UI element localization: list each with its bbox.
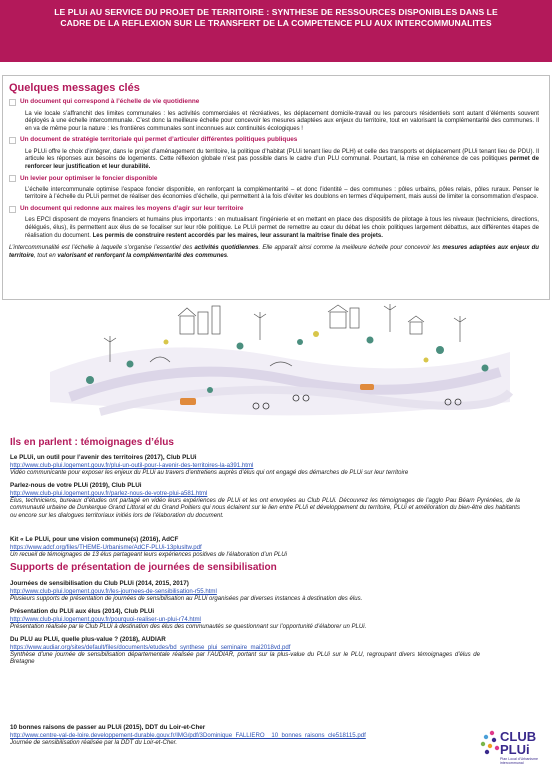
key-messages-title: Quelques messages clés	[9, 82, 140, 94]
reference-description: Synthèse d’une journée de sensibilisation départementale réalisée par l’AUDIAR, portant sur la plus-value du PLUi sur le PLU, regroupant divers témoignages d’élus de Bretagne	[10, 651, 480, 666]
reference-item	[10, 482, 520, 520]
message-text: La vie locale s’affranchit des limites communales : les activités commerciales et récréatives, les déplacement domicile-travail ou les parcours résidentiels sont autant d’éléments souvent déployés à une échelle intercommunale. C’est donc la meilleure échelle pour concevoir les mesures adaptées aux enjeux du territoire, tout en valorisant la complémentarité des communes. Il en va de même pour la nature : les frontières communales sont inconnues aux continuités écologiques !	[25, 110, 539, 132]
message-heading: Un document qui redonne aux maires les moyens d’agir sur leur territoire	[20, 205, 244, 213]
banner-title-line-2: CADRE DE LA REFLEXION SUR LE TRANSFERT DE LA COMPETENCE PLU AUX INTERCOMMUNALITES	[60, 18, 492, 28]
reference-item	[10, 636, 520, 667]
reference-link[interactable]: http://www.club-plui.logement.gouv.fr/pourquoi-realiser-un-plui-r74.html	[10, 616, 201, 623]
reference-description: Plusieurs supports de présentation de journées de sensibilisation au PLUi organisées par diverses instances à destination des élus.	[10, 595, 363, 602]
reference-title: Présentation du PLUi aux élus (2014), Club PLUi	[10, 608, 155, 615]
territory-illustration	[30, 302, 520, 424]
banner-title-line-1: LE PLUi AU SERVICE DU PROJET DE TERRITOIRE : SYNTHESE DE RESSOURCES DISPONIBLES DANS LE	[54, 7, 498, 17]
reference-description: Journée de sensibilisation réalisée par la DDT du Loir-et-Cher.	[10, 739, 178, 746]
reference-link[interactable]: https://www.adcf.org/files/THEME-Urbanisme/AdCF-PLUi-13plusltw.pdf	[10, 544, 202, 551]
message-item	[9, 136, 539, 171]
sessions-title: Supports de présentation de journées de sensibilisation	[10, 562, 277, 573]
reference-title: 10 bonnes raisons de passer au PLUi (2015), DDT du Loir-et-Cher	[10, 724, 206, 731]
reference-description: Présentation réalisée par le Club PLUi à destination des élus des communautés se questionnant sur l’opportunité d’élaborer un PLUi.	[10, 623, 367, 630]
reference-title: Kit « Le PLUi, pour une vision commune(s) (2016), AdCF	[10, 536, 179, 543]
reference-description: Vidéo communicante pour exposer les enjeux du PLUi au travers d’entretiens auprès d’élus qui ont engagé des démarches de PLUi sur leur territoire	[10, 469, 409, 476]
reference-title: Journées de sensibilisation du Club PLUi (2014, 2015, 2017)	[10, 580, 189, 587]
message-item	[9, 98, 539, 133]
reference-item	[10, 580, 520, 603]
logo-dots-icon	[478, 730, 500, 756]
checkbox-bullet-icon	[9, 206, 16, 213]
message-text: Les EPCI disposent de moyens financiers et humains plus importants : en mutualisant l’ingénierie et en mettant en place des dispositifs de pilotage à tous les niveaux (techniciens, directions, délégués, élus), ils permettent aux élus de se focaliser sur leur rôle politique. Le PLUi permet de remettre au cœur du débat les choix politiques largement débattus, aux différentes étapes de réalisation du document. Les permis de construire restent accordés par les maires, leur assurant la maîtrise finale des projets.	[25, 217, 539, 239]
reference-title: Du PLU au PLUi, quelle plus-value ? (2018), AUDIAR	[10, 636, 166, 643]
messages-conclusion: L’intercommunalité est l’échelle à laquelle s’organise l’essentiel des activités quotidiennes. Elle apparaît ainsi comme la meilleure échelle pour concevoir les mesures adaptées aux enjeux du territoire, tout en valorisant et renforçant la complémentarité des communes.	[9, 245, 539, 259]
logo-line-1: CLUB	[500, 729, 537, 744]
reference-item	[10, 536, 520, 559]
reference-description: Élus, techniciens, bureaux d’études ont partagé en vidéo leurs expériences de PLUi et les ont envoyées au Club PLUi. Découvrez les témoignages de l’agglo Pau Béarn Pyrénées, de la communauté urbaine de Dunkerque Grand Littoral et du Grand Poitiers qui nous éclairent sur le lien entre PLUi et développement du territoire, PLUi et amélioration du bien-être des habitants ou encore sur les dialogues territoriaux initiés lors de l’élaboration du document.	[10, 497, 520, 519]
reference-item	[10, 608, 520, 631]
logo-line-2: PLUi	[500, 742, 530, 757]
title-banner	[0, 0, 552, 62]
reference-link[interactable]: http://www.centre-val-de-loire.developpement-durable.gouv.fr/IMG/pdf/3Dominique_FALLIERO__10_bonnes_raisons_cle518115.pdf	[10, 732, 366, 739]
message-emphasis: permet de renforcer leur justification et leur durabilité.	[25, 156, 539, 170]
reference-item	[10, 724, 520, 747]
message-heading: Un levier pour optimiser le foncier disponible	[20, 174, 158, 182]
logo-tagline: Plan Local d’Urbanisme intercommunal	[500, 757, 538, 765]
checkbox-bullet-icon	[9, 175, 16, 182]
reference-link[interactable]: http://www.club-plui.logement.gouv.fr/parlez-nous-de-votre-plui-a581.html	[10, 490, 208, 497]
testimonials-title: Ils en parlent : témoignages d’élus	[10, 437, 174, 448]
message-heading: Un document de stratégie territoriale qui permet d’articuler différentes politiques publiques	[20, 136, 298, 144]
reference-link[interactable]: https://www.audiar.org/sites/default/files/documents/etudes/bd_synthese_plui_seminaire_mai2018vd.pdf	[10, 644, 291, 651]
checkbox-bullet-icon	[9, 99, 16, 106]
message-item	[9, 205, 539, 240]
message-text: Le PLUi offre le choix d’intégrer, dans le projet d’aménagement du territoire, la politique d’habitat (PLUi tenant lieu de PLH) et celle des transports et déplacement (PLUi tenant lieu de PDU). Il articule les réponses aux besoins de logements. Cette réflexion globale n’est pas possible dans le cadre d’un PLU communal. Pourtant, la mise en cohérence de ces politiques permet de renforcer leur justification et leur durabilité.	[25, 148, 539, 170]
message-text: L’échelle intercommunale optimise l’espace foncier disponible, en renforçant la complémentarité – et donc l’identité – des communes : pôles urbains, pôles relais, pôles ruraux. Penser le territoire à l’échelle du PLUi permet de réaliser des économies d’échelle, qui permettent à la fois d’éviter les doublons en termes d’équipement, mais aussi de limiter la consommation d’espace.	[25, 186, 539, 201]
checkbox-bullet-icon	[9, 137, 16, 144]
key-messages-box	[2, 75, 550, 300]
club-plui-logo	[478, 726, 548, 772]
reference-description: Un recueil de témoignages de 13 élus partageant leurs expériences positives de l’élaboration d’un PLUi	[10, 551, 287, 558]
message-emphasis: Les permis de construire restent accordés par les maires, leur assurant la maîtrise finale des projets.	[92, 232, 383, 239]
message-item	[9, 175, 539, 203]
reference-title: Le PLUi, un outil pour l’avenir des territoires (2017), Club PLUi	[10, 454, 197, 461]
reference-link[interactable]: http://www.club-plui.logement.gouv.fr/les-journees-de-sensibilisation-r55.html	[10, 588, 217, 595]
reference-link[interactable]: http://www.club-plui.logement.gouv.fr/plui-un-outil-pour-l-avenir-des-territoires-la-a391.html	[10, 462, 254, 469]
message-heading: Un document qui correspond à l’échelle de vie quotidienne	[20, 98, 200, 106]
reference-title: Parlez-nous de votre PLUi (2019), Club PLUi	[10, 482, 142, 489]
reference-item	[10, 454, 520, 477]
